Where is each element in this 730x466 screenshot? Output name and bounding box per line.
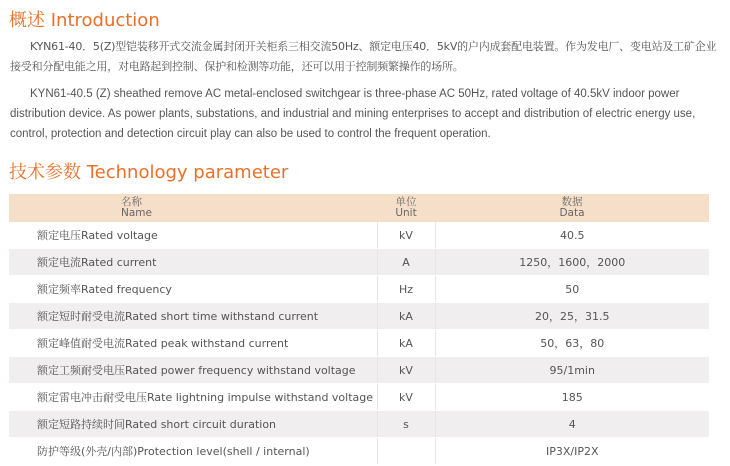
param-name: 额定频率Rated frequency bbox=[9, 276, 377, 303]
param-unit: s bbox=[377, 411, 435, 438]
tech-params-table bbox=[9, 194, 709, 465]
table-header-row bbox=[9, 194, 709, 222]
param-value: 4 bbox=[435, 411, 709, 438]
header-name-cn: 名称 bbox=[121, 196, 142, 208]
header-data-en: Data bbox=[559, 207, 585, 219]
param-name: 额定峰值耐受电流Rated peak withstand current bbox=[9, 330, 377, 357]
table-row bbox=[9, 357, 709, 384]
param-value: 50 bbox=[435, 276, 709, 303]
param-name: 防护等级(外壳/内部)Protection level(shell / internal) bbox=[9, 438, 377, 465]
param-value: 40.5 bbox=[435, 222, 709, 249]
param-unit: kV bbox=[377, 222, 435, 249]
param-value: IP3X/IP2X bbox=[435, 438, 709, 465]
header-name bbox=[9, 194, 377, 222]
intro-title: 概述 Introduction bbox=[9, 10, 160, 31]
header-unit bbox=[377, 194, 435, 222]
table-row bbox=[9, 303, 709, 330]
header-data-cn: 数据 bbox=[561, 196, 583, 208]
param-value: 1250，1600，2000 bbox=[435, 249, 709, 276]
param-name: 额定工频耐受电压Rated power frequency withstand voltage bbox=[9, 357, 377, 384]
param-name: 额定电流Rated current bbox=[9, 249, 377, 276]
param-unit: kV bbox=[377, 357, 435, 384]
table-row bbox=[9, 411, 709, 438]
param-unit: kV bbox=[377, 384, 435, 411]
param-name: 额定电压Rated voltage bbox=[9, 222, 377, 249]
intro-text-chinese: KYN61-40．5(Z)型铠装移开式交流金属封闭开关柜系三相交流50Hz、额定电压40．5kV的户内成套配电装置。作为发电厂、变电站及工矿企业接受和分配电能之用，对电路起到控制、保护和检测等功能，还可以用于控制频繁操作的场所。 bbox=[10, 40, 717, 73]
header-unit-en: Unit bbox=[395, 207, 417, 219]
table-row bbox=[9, 330, 709, 357]
param-unit: A bbox=[377, 249, 435, 276]
tech-params-title: 技术参数 Technology parameter bbox=[9, 162, 289, 183]
header-name-en: Name bbox=[121, 207, 152, 219]
param-unit: kA bbox=[377, 330, 435, 357]
table-row bbox=[9, 438, 709, 465]
table-row bbox=[9, 222, 709, 249]
intro-text-english: KYN61-40.5 (Z) sheathed remove AC metal-enclosed switchgear is three-phase AC 50Hz, rated voltage of 40.5kV indoor power distribution device. As power plants, substations, and industrial and mining enterprises to accept and distribution of electric energy use, control, protection and detection circuit play can also be used to control the frequent operation. bbox=[10, 88, 696, 140]
param-name: 额定雷电冲击耐受电压Rate lightning impulse withstand voltage bbox=[9, 384, 377, 411]
header-unit-cn: 单位 bbox=[395, 196, 417, 208]
param-name: 额定短时耐受电流Rated short time withstand current bbox=[9, 303, 377, 330]
param-value: 20，25，31.5 bbox=[435, 303, 709, 330]
table-row bbox=[9, 384, 709, 411]
param-unit: kA bbox=[377, 303, 435, 330]
param-value: 185 bbox=[435, 384, 709, 411]
table-row bbox=[9, 276, 709, 303]
param-name: 额定短路持续时间Rated short circuit duration bbox=[9, 411, 377, 438]
param-unit bbox=[377, 438, 435, 465]
param-value: 50，63，80 bbox=[435, 330, 709, 357]
header-data bbox=[435, 194, 709, 222]
param-value: 95/1min bbox=[435, 357, 709, 384]
param-unit: Hz bbox=[377, 276, 435, 303]
table-row bbox=[9, 249, 709, 276]
